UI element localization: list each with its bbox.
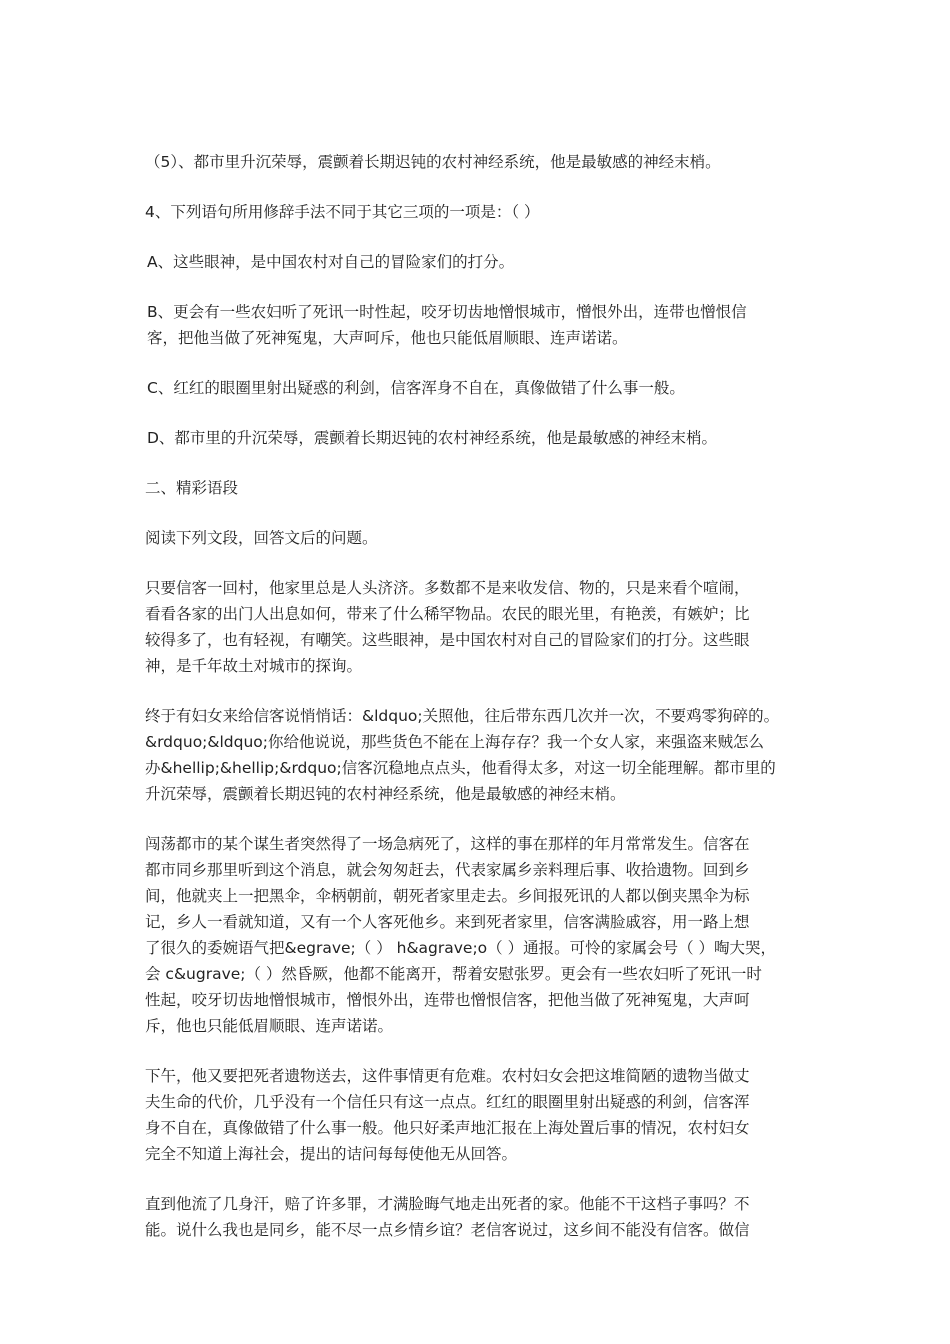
question-5-line: [145, 149, 823, 175]
text-line: 客，把他当做了死神冤鬼，大声呵斥，他也只能低眉顺眼、连声诺诺。: [147, 329, 628, 347]
option-d: [145, 425, 823, 451]
text-line: 终于有妇女来给信客说悄悄话：&ldquo;关照他，往后带东西几次并一次，不要鸡零狗碎的。: [145, 707, 780, 725]
text-line: 闯荡都市的某个谋生者突然得了一场急病死了，这样的事在那样的年月常常发生。信客在: [145, 835, 750, 853]
passage-paragraph-5: [145, 1191, 823, 1243]
document-body: [145, 149, 823, 1267]
text-line: 完全不知道上海社会，提出的诘问每每使他无从回答。: [145, 1145, 518, 1163]
text-line: 性起，咬牙切齿地憎恨城市，憎恨外出，连带也憎恨信客，把他当做了死神冤鬼，大声呵: [145, 991, 750, 1009]
text-line: 阅读下列文段，回答文后的问题。: [145, 529, 378, 547]
text-line: D、都市里的升沉荣辱，震颤着长期迟钝的农村神经系统，他是最敏感的神经末梢。: [147, 429, 717, 447]
passage-paragraph-3: [145, 831, 823, 1039]
instruction: [145, 525, 823, 551]
text-line: 都市同乡那里听到这个消息，就会匆匆赶去，代表家属乡亲料理后事、收拾遗物。回到乡: [145, 861, 750, 879]
question-4-stem: [145, 199, 823, 225]
text-line: 斥，他也只能低眉顺眼、连声诺诺。: [145, 1017, 394, 1035]
passage-paragraph-4: [145, 1063, 823, 1167]
text-line: （5）、都市里升沉荣辱，震颤着长期迟钝的农村神经系统，他是最敏感的神经末梢。: [145, 153, 721, 171]
text-line: B、更会有一些农妇听了死讯一时性起，咬牙切齿地憎恨城市，憎恨外出，连带也憎恨信: [147, 303, 747, 321]
text-line: 较得多了，也有轻视，有嘲笑。这些眼神，是中国农村对自己的冒险家们的打分。这些眼: [145, 631, 750, 649]
text-line: 间，他就夹上一把黑伞，伞柄朝前，朝死者家里走去。乡间报死讯的人都以倒夹黑伞为标: [145, 887, 750, 905]
text-line: 直到他流了几身汗，赔了许多罪，才满脸晦气地走出死者的家。他能不干这档子事吗？不: [145, 1195, 750, 1213]
text-line: 下午，他又要把死者遗物送去，这件事情更有危难。农村妇女会把这堆简陋的遗物当做丈: [145, 1067, 750, 1085]
text-line: 神，是千年故土对城市的探询。: [145, 657, 363, 675]
text-line: 会 c&ugrave;（ ）然昏厥，他都不能离开，帮着安慰张罗。更会有一些农妇听了死讯一时: [145, 965, 762, 983]
passage-paragraph-2: [145, 703, 823, 807]
text-line: 了很久的委婉语气把&egrave;（ ） h&agrave;o（ ）通报。可怜的家属会号（ ）啕大哭，: [145, 939, 777, 957]
text-line: 看看各家的出门人出息如何，带来了什么稀罕物品。农民的眼光里，有艳羡，有嫉妒；比: [145, 605, 750, 623]
text-line: 办&hellip;&hellip;&rdquo;信客沉稳地点点头，他看得太多，对这一切全能理解。都市里的: [145, 759, 776, 777]
text-line: 4、下列语句所用修辞手法不同于其它三项的一项是：（ ）: [145, 203, 540, 221]
option-c: [145, 375, 823, 401]
text-line: 升沉荣辱，震颤着长期迟钝的农村神经系统，他是最敏感的神经末梢。: [145, 785, 626, 803]
option-a: [145, 249, 823, 275]
text-line: 夫生命的代价，几乎没有一个信任只有这一点点。红红的眼圈里射出疑惑的利剑，信客浑: [145, 1093, 750, 1111]
text-line: &rdquo;&ldquo;你给他说说，那些货色不能在上海存存？我一个女人家，来强盗来贼怎么: [145, 733, 764, 751]
option-b: [145, 299, 823, 351]
text-line: A、这些眼神，是中国农村对自己的冒险家们的打分。: [147, 253, 515, 271]
section-heading: [145, 475, 823, 501]
text-line: 身不自在，真像做错了什么事一般。他只好柔声地汇报在上海处置后事的情况，农村妇女: [145, 1119, 750, 1137]
text-line: 能。说什么我也是同乡，能不尽一点乡情乡谊？老信客说过，这乡间不能没有信客。做信: [145, 1221, 750, 1239]
text-line: C、红红的眼圈里射出疑惑的利剑，信客浑身不自在，真像做错了什么事一般。: [147, 379, 685, 397]
text-line: 记，乡人一看就知道，又有一个人客死他乡。来到死者家里，信客满脸戚容，用一路上想: [145, 913, 750, 931]
text-line: 只要信客一回村，他家里总是人头济济。多数都不是来收发信、物的，只是来看个喧闹，: [145, 579, 750, 597]
text-line: 二、精彩语段: [145, 479, 239, 497]
passage-paragraph-1: [145, 575, 823, 679]
